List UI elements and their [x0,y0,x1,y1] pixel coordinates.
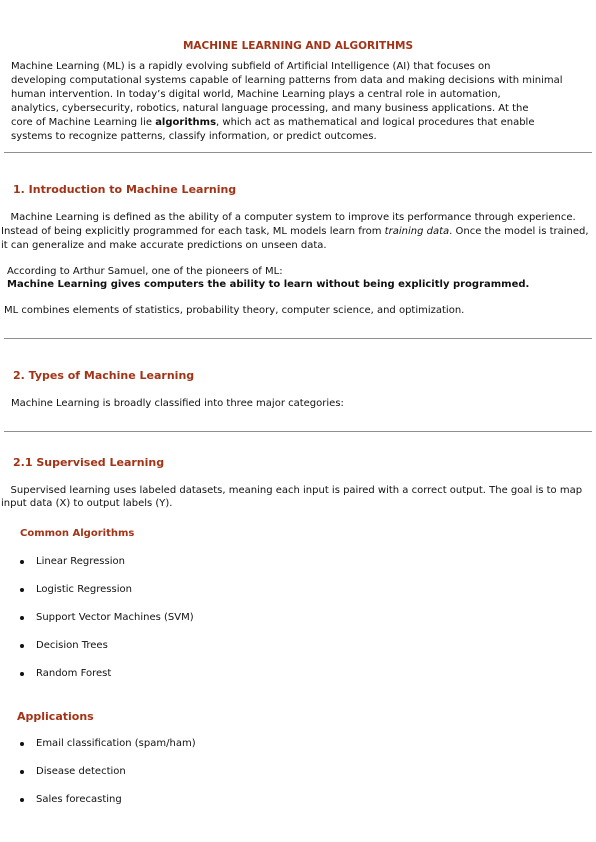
list-item-label: Email classification (spam/ham) [36,738,196,749]
section21-paragraph-line-2: input data (X) to output labels (Y). [1,498,173,509]
intro-line-5 [11,116,534,130]
list-item-label: Support Vector Machines (SVM) [36,612,194,623]
intro-line-2: developing computational systems capable of learning patterns from data and making decisions with minimal [11,75,563,86]
intro-line-5-post: , which act as mathematical and logical procedures that enable [216,117,535,128]
list-item-label: Sales forecasting [36,794,122,805]
bullet-icon [20,770,24,774]
bullet-icon [20,798,24,802]
divider [4,431,592,432]
list-item-label: Linear Regression [36,556,125,567]
bullet-icon [20,560,24,564]
quote-intro: According to Arthur Samuel, one of the pioneers of ML: [7,266,283,277]
list-item-label: Logistic Regression [36,584,132,595]
section-heading-supervised: 2.1 Supervised Learning [13,456,165,469]
subheading-applications: Applications [17,710,94,723]
bullet-icon [20,588,24,592]
section1-line-2-post: . Once the model is trained, [449,226,589,237]
quote-text: Machine Learning gives computers the ability to learn without being explicitly programmed. [7,279,530,290]
training-data-term: training data [384,226,450,237]
bullet-icon [20,742,24,746]
list-item-label: Decision Trees [36,640,108,651]
intro-line-4: analytics, cybersecurity, robotics, natural language processing, and many business applications. At the [11,103,529,114]
bullet-icon [20,644,24,648]
section1-paragraph-line-3: it can generalize and make accurate predictions on unseen data. [1,240,327,251]
intro-line-5-pre: core of Machine Learning lie [11,117,156,128]
section1-line-2-pre: Instead of being explicitly programmed for each task, ML models learn from [1,226,385,237]
section1-paragraph-line-2 [1,225,589,239]
section-heading-types: 2. Types of Machine Learning [13,369,195,382]
section1-paragraph-line-1: Machine Learning is defined as the ability of a computer system to improve its performance through experience. [1,212,576,223]
intro-line-6: systems to recognize patterns, classify information, or predict outcomes. [11,131,377,142]
subheading-common-algorithms: Common Algorithms [20,528,135,539]
section2-paragraph: Machine Learning is broadly classified into three major categories: [11,398,344,409]
bullet-icon [20,616,24,620]
section1-paragraph-2: ML combines elements of statistics, probability theory, computer science, and optimization. [4,305,465,316]
intro-keyword-algorithms: algorithms [155,117,217,128]
section-heading-introduction: 1. Introduction to Machine Learning [13,183,237,196]
list-item-label: Disease detection [36,766,126,777]
divider [4,338,592,339]
page-title: MACHINE LEARNING AND ALGORITHMS [182,40,414,52]
bullet-icon [20,672,24,676]
list-item-label: Random Forest [36,668,112,679]
intro-line-3: human intervention. In today’s digital world, Machine Learning plays a central role in automation, [11,89,501,100]
intro-line-1: Machine Learning (ML) is a rapidly evolving subfield of Artificial Intelligence (AI) that focuses on [11,61,491,72]
divider [4,152,592,153]
section21-paragraph-line-1: Supervised learning uses labeled datasets, meaning each input is paired with a correct output. The goal is to map [1,485,583,496]
